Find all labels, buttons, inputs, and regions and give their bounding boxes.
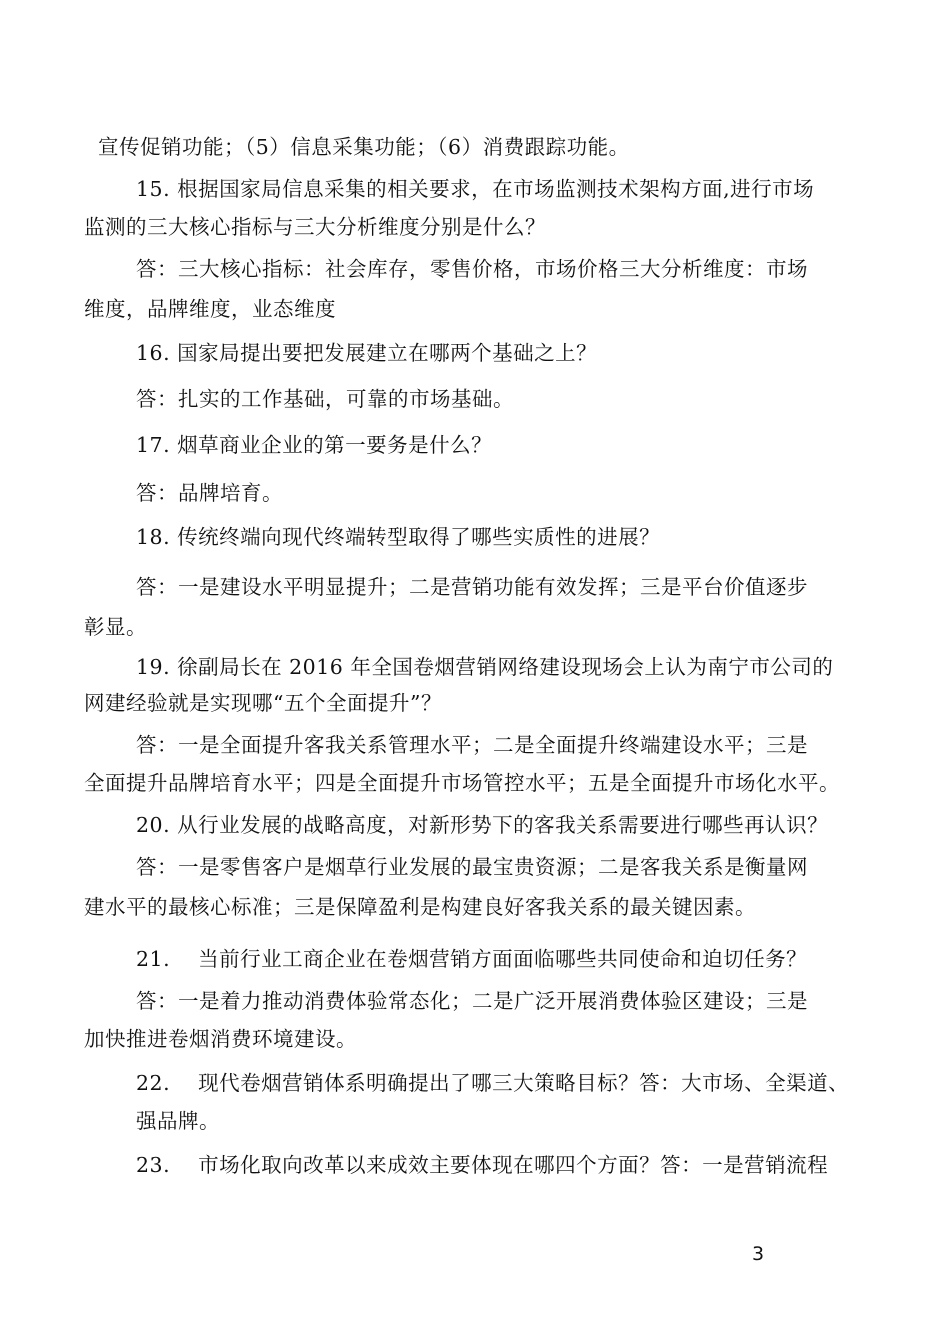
answer-18: 答：一是建设水平明显提升；二是营销功能有效发挥；三是平台价值逐步 <box>136 575 808 599</box>
text-line: 维度，品牌维度，业态维度 <box>84 297 336 321</box>
answer-16: 答：扎实的工作基础，可靠的市场基础。 <box>136 387 514 411</box>
question-17: 17. 烟草商业企业的第一要务是什么？ <box>136 433 493 457</box>
page-number: 3 <box>752 1243 765 1265</box>
text-line: 网建经验就是实现哪“五个全面提升”？ <box>84 691 442 715</box>
question-16: 16. 国家局提出要把发展建立在哪两个基础之上？ <box>136 341 598 365</box>
question-21: 21. 当前行业工商企业在卷烟营销方面面临哪些共同使命和迫切任务？ <box>136 947 808 971</box>
question-22: 22. 现代卷烟营销体系明确提出了哪三大策略目标？答：大市场、全渠道、 <box>136 1071 850 1095</box>
text-line: 建水平的最核心标准；三是保障盈利是构建良好客我关系的最关键因素。 <box>84 895 756 919</box>
text-line: 宣传促销功能；（5）信息采集功能；（6）消费跟踪功能。 <box>98 135 630 159</box>
question-20: 20. 从行业发展的战略高度，对新形势下的客我关系需要进行哪些再认识？ <box>136 813 829 837</box>
answer-19: 答：一是全面提升客我关系管理水平；二是全面提升终端建设水平；三是 <box>136 733 808 757</box>
answer-21: 答：一是着力推动消费体验常态化；二是广泛开展消费体验区建设；三是 <box>136 989 808 1013</box>
question-23: 23. 市场化取向改革以来成效主要体现在哪四个方面？答：一是营销流程 <box>136 1153 829 1177</box>
question-19: 19. 徐副局长在 2016 年全国卷烟营销网络建设现场会上认为南宁市公司的 <box>136 655 834 679</box>
text-line: 强品牌。 <box>136 1109 220 1133</box>
text-line: 全面提升品牌培育水平；四是全面提升市场管控水平；五是全面提升市场化水平。 <box>84 771 840 795</box>
answer-20: 答：一是零售客户是烟草行业发展的最宝贵资源；二是客我关系是衡量网 <box>136 855 808 879</box>
question-15: 15. 根据国家局信息采集的相关要求，在市场监测技术架构方面,进行市场 <box>136 177 815 201</box>
text-line: 加快推进卷烟消费环境建设。 <box>84 1027 357 1051</box>
text-line: 彰显。 <box>84 615 147 639</box>
text-line: 监测的三大核心指标与三大分析维度分别是什么？ <box>84 215 546 239</box>
answer-15: 答：三大核心指标：社会库存，零售价格，市场价格三大分析维度：市场 <box>136 257 808 281</box>
answer-17: 答：品牌培育。 <box>136 481 283 505</box>
question-18: 18. 传统终端向现代终端转型取得了哪些实质性的进展？ <box>136 525 661 549</box>
